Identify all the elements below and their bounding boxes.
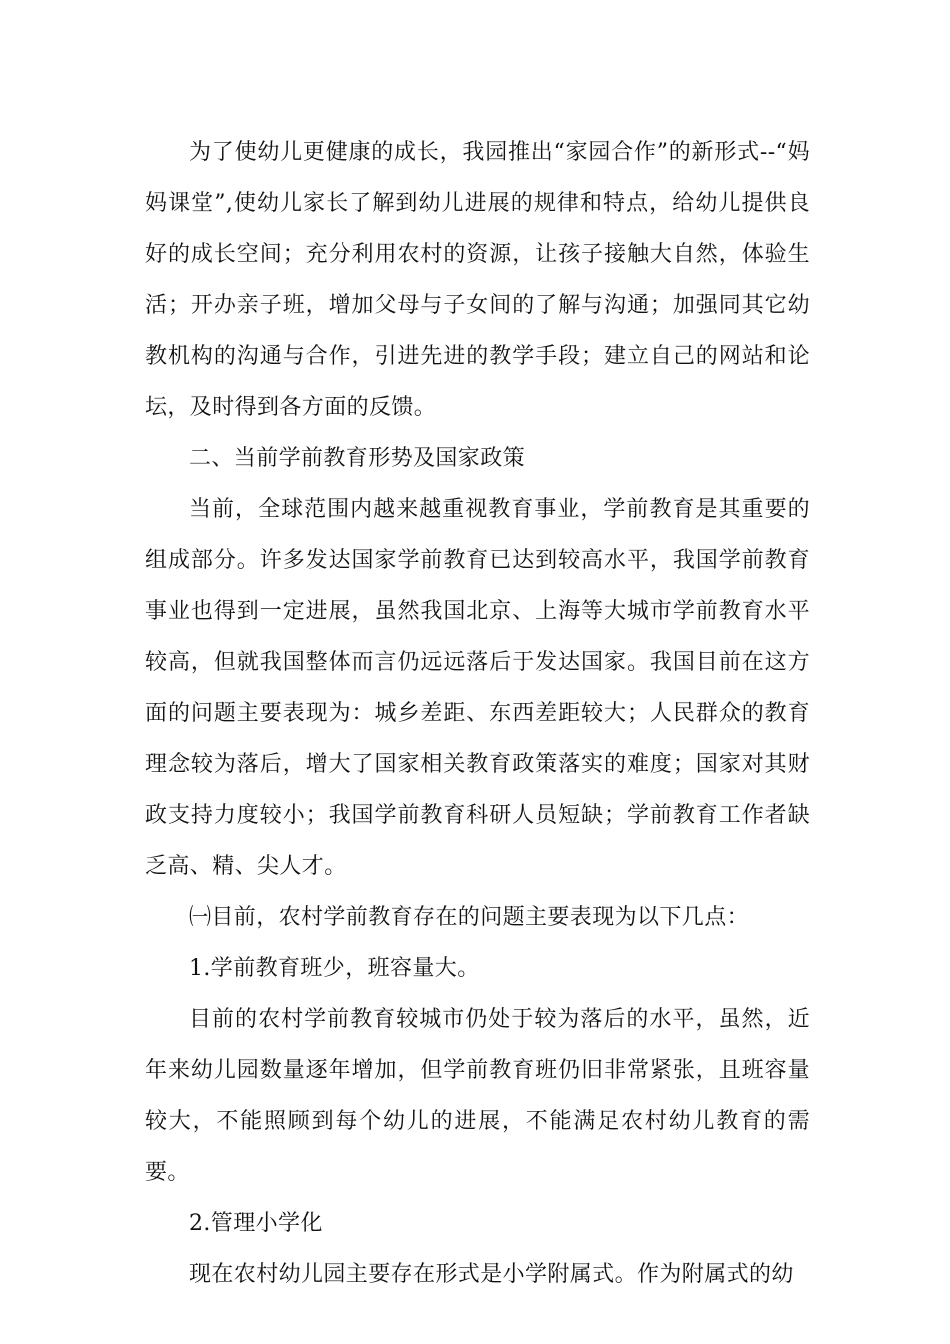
document-body <box>145 127 810 1300</box>
section-heading-preschool-situation: 二、当前学前教育形势及国家政策 <box>189 446 526 471</box>
paragraph-current-situation: 当前，全球范围内越来越重视教育事业，学前教育是其重要的组成部分。许多发达国家学前教育已达到较高水平，我国学前教育事业也得到一定进展，虽然我国北京、上海等大城市学前教育水平较高，但就我国整体而言仍远远落后于发达国家。我国目前在这方面的问题主要表现为：城乡差距、东西差距较大；人民群众的教育理念较为落后，增大了国家相关教育政策落实的难度；国家对其财政支持力度较小；我国学前教育科研人员短缺；学前教育工作者缺乏高、精、尖人才。 <box>145 497 810 879</box>
paragraph-class-capacity: 目前的农村学前教育较城市仍处于较为落后的水平，虽然，近年来幼儿园数量逐年增加，但学前教育班仍旧非常紧张，且班容量较大，不能照顾到每个幼儿的进展，不能满足农村幼儿教育的需要。 <box>145 1007 810 1185</box>
subsection-heading-rural-problems: ㈠目前，农村学前教育存在的问题主要表现为以下几点： <box>189 905 750 930</box>
paragraph-home-school-cooperation: 为了使幼儿更健康的成长，我园推出“家园合作”的新形式--“妈妈课堂”,使幼儿家长了解到幼儿进展的规律和特点，给幼儿提供良好的成长空间；充分利用农村的资源，让孩子接触大自然，体验生活；开办亲子班，增加父母与子女间的了解与沟通；加强同其它幼教机构的沟通与合作，引进先进的教学手段；建立自己的网站和论坛，及时得到各方面的反馈。 <box>145 140 810 420</box>
item-heading-2: 2.管理小学化 <box>189 1211 323 1236</box>
item-heading-1: 1.学前教育班少，班容量大。 <box>189 956 480 981</box>
paragraph-rural-kindergarten-form: 现在农村幼儿园主要存在形式是小学附属式。作为附属式的幼 <box>189 1262 794 1287</box>
